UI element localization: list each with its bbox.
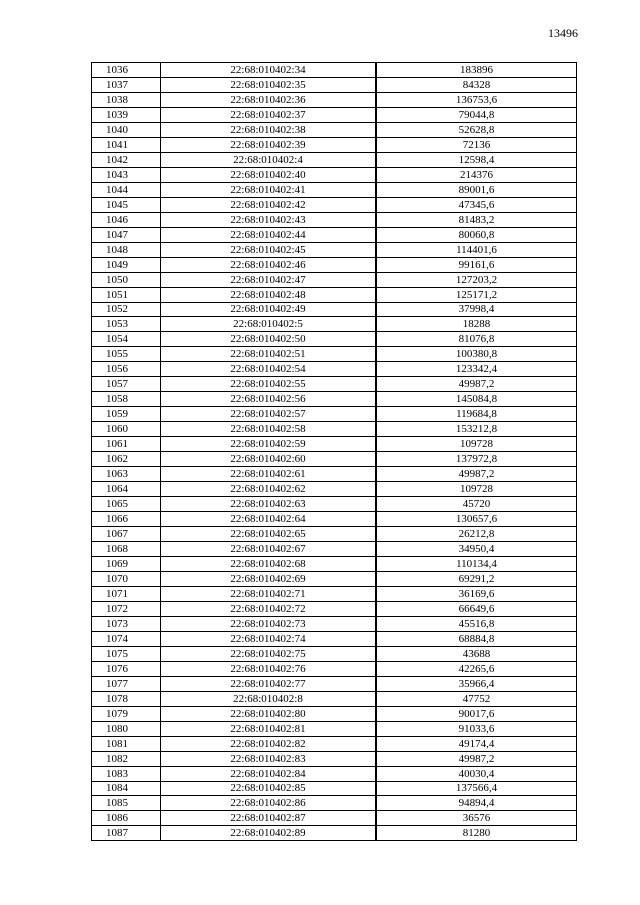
- row-number-cell: 1085: [92, 796, 161, 811]
- cadastral-number-cell: 22:68:010402:40: [161, 167, 377, 182]
- table-row: [92, 317, 577, 332]
- table-row: [92, 482, 577, 497]
- cadastral-number-cell: 22:68:010402:46: [161, 257, 377, 272]
- row-number-cell: 1069: [92, 556, 161, 571]
- table-row: [92, 167, 577, 182]
- value-cell: 109728: [376, 437, 577, 452]
- row-number-cell: 1044: [92, 182, 161, 197]
- cadastral-number-cell: 22:68:010402:85: [161, 781, 377, 796]
- cadastral-number-cell: 22:68:010402:55: [161, 377, 377, 392]
- row-number-cell: 1058: [92, 392, 161, 407]
- cadastral-number-cell: 22:68:010402:81: [161, 721, 377, 736]
- table-row: [92, 646, 577, 661]
- value-cell: 26212,8: [376, 527, 577, 542]
- table-row: [92, 137, 577, 152]
- row-number-cell: 1049: [92, 257, 161, 272]
- cadastral-number-cell: 22:68:010402:43: [161, 212, 377, 227]
- data-table: [91, 62, 577, 841]
- table-row: [92, 601, 577, 616]
- value-cell: 137972,8: [376, 452, 577, 467]
- value-cell: 72136: [376, 137, 577, 152]
- table-row: [92, 377, 577, 392]
- cadastral-number-cell: 22:68:010402:65: [161, 527, 377, 542]
- row-number-cell: 1047: [92, 227, 161, 242]
- row-number-cell: 1055: [92, 347, 161, 362]
- cadastral-number-cell: 22:68:010402:71: [161, 586, 377, 601]
- table-row: [92, 122, 577, 137]
- row-number-cell: 1064: [92, 482, 161, 497]
- table-row: [92, 92, 577, 107]
- value-cell: 123342,4: [376, 362, 577, 377]
- table-row: [92, 781, 577, 796]
- table-row: [92, 107, 577, 122]
- row-number-cell: 1045: [92, 197, 161, 212]
- value-cell: 79044,8: [376, 107, 577, 122]
- cadastral-number-cell: 22:68:010402:63: [161, 497, 377, 512]
- row-number-cell: 1075: [92, 646, 161, 661]
- cadastral-number-cell: 22:68:010402:47: [161, 272, 377, 287]
- cadastral-number-cell: 22:68:010402:60: [161, 452, 377, 467]
- value-cell: 109728: [376, 482, 577, 497]
- table-row: [92, 422, 577, 437]
- cadastral-number-cell: 22:68:010402:41: [161, 182, 377, 197]
- table-row: [92, 796, 577, 811]
- value-cell: 18288: [376, 317, 577, 332]
- row-number-cell: 1038: [92, 92, 161, 107]
- table-row: [92, 362, 577, 377]
- cadastral-number-cell: 22:68:010402:54: [161, 362, 377, 377]
- row-number-cell: 1080: [92, 721, 161, 736]
- row-number-cell: 1037: [92, 77, 161, 92]
- row-number-cell: 1083: [92, 766, 161, 781]
- cadastral-number-cell: 22:68:010402:76: [161, 661, 377, 676]
- table-row: [92, 182, 577, 197]
- value-cell: 80060,8: [376, 227, 577, 242]
- table-row: [92, 512, 577, 527]
- cadastral-number-cell: 22:68:010402:59: [161, 437, 377, 452]
- row-number-cell: 1086: [92, 811, 161, 826]
- table-row: [92, 766, 577, 781]
- table-row: [92, 571, 577, 586]
- value-cell: 91033,6: [376, 721, 577, 736]
- row-number-cell: 1065: [92, 497, 161, 512]
- table-row: [92, 437, 577, 452]
- cadastral-number-cell: 22:68:010402:45: [161, 242, 377, 257]
- value-cell: 137566,4: [376, 781, 577, 796]
- value-cell: 119684,8: [376, 407, 577, 422]
- cadastral-number-cell: 22:68:010402:56: [161, 392, 377, 407]
- value-cell: 66649,6: [376, 601, 577, 616]
- value-cell: 49987,2: [376, 377, 577, 392]
- value-cell: 214376: [376, 167, 577, 182]
- row-number-cell: 1068: [92, 542, 161, 557]
- table-row: [92, 332, 577, 347]
- row-number-cell: 1066: [92, 512, 161, 527]
- cadastral-number-cell: 22:68:010402:61: [161, 467, 377, 482]
- table-row: [92, 497, 577, 512]
- value-cell: 47345,6: [376, 197, 577, 212]
- row-number-cell: 1039: [92, 107, 161, 122]
- table-row: [92, 751, 577, 766]
- value-cell: 42265,6: [376, 661, 577, 676]
- cadastral-number-cell: 22:68:010402:84: [161, 766, 377, 781]
- cadastral-number-cell: 22:68:010402:37: [161, 107, 377, 122]
- cadastral-number-cell: 22:68:010402:39: [161, 137, 377, 152]
- cadastral-number-cell: 22:68:010402:36: [161, 92, 377, 107]
- row-number-cell: 1082: [92, 751, 161, 766]
- value-cell: 45516,8: [376, 616, 577, 631]
- cadastral-number-cell: 22:68:010402:67: [161, 542, 377, 557]
- value-cell: 100380,8: [376, 347, 577, 362]
- cadastral-number-cell: 22:68:010402:89: [161, 826, 377, 841]
- table-row: [92, 811, 577, 826]
- table-row: [92, 631, 577, 646]
- table-row: [92, 347, 577, 362]
- cadastral-number-cell: 22:68:010402:34: [161, 63, 377, 78]
- value-cell: 35966,4: [376, 676, 577, 691]
- row-number-cell: 1051: [92, 287, 161, 302]
- row-number-cell: 1052: [92, 302, 161, 317]
- cadastral-number-cell: 22:68:010402:8: [161, 691, 377, 706]
- table-row: [92, 212, 577, 227]
- value-cell: 153212,8: [376, 422, 577, 437]
- value-cell: 114401,6: [376, 242, 577, 257]
- value-cell: 84328: [376, 77, 577, 92]
- row-number-cell: 1043: [92, 167, 161, 182]
- value-cell: 89001,6: [376, 182, 577, 197]
- value-cell: 69291,2: [376, 571, 577, 586]
- cadastral-number-cell: 22:68:010402:83: [161, 751, 377, 766]
- cadastral-number-cell: 22:68:010402:73: [161, 616, 377, 631]
- value-cell: 183896: [376, 63, 577, 78]
- value-cell: 90017,6: [376, 706, 577, 721]
- table-row: [92, 467, 577, 482]
- value-cell: 127203,2: [376, 272, 577, 287]
- row-number-cell: 1060: [92, 422, 161, 437]
- row-number-cell: 1078: [92, 691, 161, 706]
- value-cell: 99161,6: [376, 257, 577, 272]
- table-row: [92, 63, 577, 78]
- cadastral-number-cell: 22:68:010402:72: [161, 601, 377, 616]
- table-row: [92, 227, 577, 242]
- value-cell: 36576: [376, 811, 577, 826]
- table-row: [92, 661, 577, 676]
- value-cell: 81076,8: [376, 332, 577, 347]
- cadastral-number-cell: 22:68:010402:51: [161, 347, 377, 362]
- value-cell: 52628,8: [376, 122, 577, 137]
- value-cell: 49174,4: [376, 736, 577, 751]
- table-row: [92, 197, 577, 212]
- table-row: [92, 826, 577, 841]
- value-cell: 45720: [376, 497, 577, 512]
- value-cell: 40030,4: [376, 766, 577, 781]
- table-row: [92, 527, 577, 542]
- table-row: [92, 407, 577, 422]
- row-number-cell: 1061: [92, 437, 161, 452]
- value-cell: 12598,4: [376, 152, 577, 167]
- row-number-cell: 1053: [92, 317, 161, 332]
- cadastral-number-cell: 22:68:010402:77: [161, 676, 377, 691]
- cadastral-number-cell: 22:68:010402:68: [161, 556, 377, 571]
- table-row: [92, 302, 577, 317]
- table-row: [92, 556, 577, 571]
- cadastral-number-cell: 22:68:010402:48: [161, 287, 377, 302]
- value-cell: 68884,8: [376, 631, 577, 646]
- row-number-cell: 1036: [92, 63, 161, 78]
- row-number-cell: 1050: [92, 272, 161, 287]
- cadastral-number-cell: 22:68:010402:62: [161, 482, 377, 497]
- table-row: [92, 616, 577, 631]
- page-number: 13496: [548, 26, 578, 40]
- table-row: [92, 691, 577, 706]
- row-number-cell: 1046: [92, 212, 161, 227]
- value-cell: 49987,2: [376, 467, 577, 482]
- cadastral-number-cell: 22:68:010402:80: [161, 706, 377, 721]
- row-number-cell: 1084: [92, 781, 161, 796]
- cadastral-number-cell: 22:68:010402:50: [161, 332, 377, 347]
- row-number-cell: 1077: [92, 676, 161, 691]
- value-cell: 130657,6: [376, 512, 577, 527]
- table-row: [92, 77, 577, 92]
- cadastral-number-cell: 22:68:010402:86: [161, 796, 377, 811]
- row-number-cell: 1070: [92, 571, 161, 586]
- cadastral-number-cell: 22:68:010402:69: [161, 571, 377, 586]
- table-row: [92, 242, 577, 257]
- table-body: [92, 63, 577, 841]
- table-row: [92, 452, 577, 467]
- value-cell: 136753,6: [376, 92, 577, 107]
- row-number-cell: 1073: [92, 616, 161, 631]
- table-row: [92, 736, 577, 751]
- row-number-cell: 1071: [92, 586, 161, 601]
- row-number-cell: 1059: [92, 407, 161, 422]
- row-number-cell: 1087: [92, 826, 161, 841]
- value-cell: 34950,4: [376, 542, 577, 557]
- table-row: [92, 257, 577, 272]
- value-cell: 49987,2: [376, 751, 577, 766]
- value-cell: 81483,2: [376, 212, 577, 227]
- value-cell: 110134,4: [376, 556, 577, 571]
- row-number-cell: 1063: [92, 467, 161, 482]
- row-number-cell: 1056: [92, 362, 161, 377]
- value-cell: 43688: [376, 646, 577, 661]
- cadastral-number-cell: 22:68:010402:64: [161, 512, 377, 527]
- value-cell: 94894,4: [376, 796, 577, 811]
- row-number-cell: 1076: [92, 661, 161, 676]
- cadastral-number-cell: 22:68:010402:38: [161, 122, 377, 137]
- table-row: [92, 392, 577, 407]
- cadastral-number-cell: 22:68:010402:75: [161, 646, 377, 661]
- table-row: [92, 152, 577, 167]
- table-row: [92, 706, 577, 721]
- table-row: [92, 676, 577, 691]
- cadastral-number-cell: 22:68:010402:49: [161, 302, 377, 317]
- cadastral-number-cell: 22:68:010402:57: [161, 407, 377, 422]
- value-cell: 47752: [376, 691, 577, 706]
- cadastral-number-cell: 22:68:010402:44: [161, 227, 377, 242]
- value-cell: 81280: [376, 826, 577, 841]
- table-row: [92, 287, 577, 302]
- row-number-cell: 1040: [92, 122, 161, 137]
- cadastral-number-cell: 22:68:010402:5: [161, 317, 377, 332]
- cadastral-number-cell: 22:68:010402:74: [161, 631, 377, 646]
- cadastral-number-cell: 22:68:010402:58: [161, 422, 377, 437]
- cadastral-number-cell: 22:68:010402:4: [161, 152, 377, 167]
- value-cell: 36169,6: [376, 586, 577, 601]
- row-number-cell: 1041: [92, 137, 161, 152]
- table-row: [92, 586, 577, 601]
- value-cell: 37998,4: [376, 302, 577, 317]
- table-row: [92, 272, 577, 287]
- row-number-cell: 1048: [92, 242, 161, 257]
- cadastral-number-cell: 22:68:010402:87: [161, 811, 377, 826]
- row-number-cell: 1054: [92, 332, 161, 347]
- row-number-cell: 1067: [92, 527, 161, 542]
- row-number-cell: 1072: [92, 601, 161, 616]
- row-number-cell: 1081: [92, 736, 161, 751]
- row-number-cell: 1079: [92, 706, 161, 721]
- row-number-cell: 1074: [92, 631, 161, 646]
- table-row: [92, 721, 577, 736]
- row-number-cell: 1062: [92, 452, 161, 467]
- cadastral-number-cell: 22:68:010402:82: [161, 736, 377, 751]
- cadastral-number-cell: 22:68:010402:35: [161, 77, 377, 92]
- row-number-cell: 1042: [92, 152, 161, 167]
- value-cell: 145084,8: [376, 392, 577, 407]
- cadastral-number-cell: 22:68:010402:42: [161, 197, 377, 212]
- table-row: [92, 542, 577, 557]
- row-number-cell: 1057: [92, 377, 161, 392]
- value-cell: 125171,2: [376, 287, 577, 302]
